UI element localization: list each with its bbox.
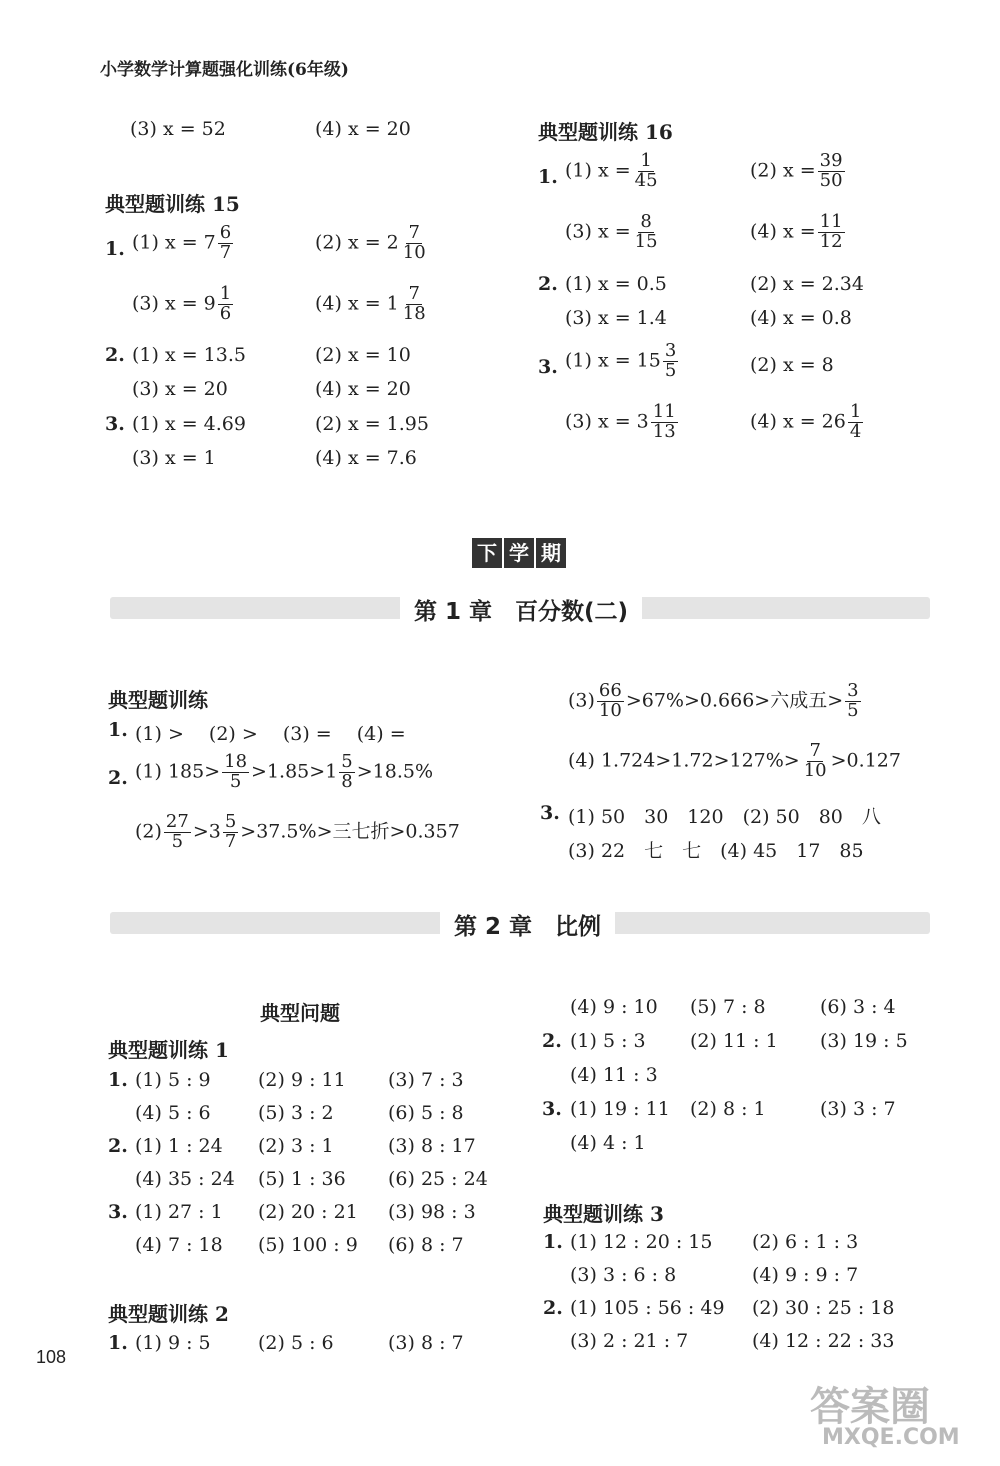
answer: (6) 8 : 7 — [388, 1234, 464, 1256]
answer: (4) 1.724>1.72>127%> $\frac{7}{10}$ >0.127 — [568, 740, 901, 781]
answer: (2) 9 : 11 — [258, 1069, 346, 1091]
q-number: 2. — [105, 344, 125, 366]
answer: (4) x = 0.8 — [750, 307, 852, 329]
watermark-logo: 答案圈 — [810, 1384, 930, 1430]
answer: (6) 25 : 24 — [388, 1168, 488, 1190]
subheading: 典型问题 — [260, 1001, 340, 1025]
answer: (2) 3 : 1 — [258, 1135, 334, 1157]
answer: (6) 3 : 4 — [820, 996, 896, 1018]
answer: (4) 11 : 3 — [570, 1064, 658, 1086]
q-number: 2. — [108, 767, 128, 789]
answer: (1) x = 7 $\frac{6}{7}$ — [132, 222, 232, 263]
q-number: 1. — [108, 719, 128, 741]
answer: (3) 98 : 3 — [388, 1201, 476, 1223]
answer: (4) 5 : 6 — [135, 1102, 211, 1124]
answer: (1) 12 : 20 : 15 — [570, 1231, 713, 1253]
answer: (1) x = $\frac{1}{45}$ — [565, 150, 658, 191]
section-title-15: 典型题训练 15 — [105, 192, 240, 216]
answer: (1) x = 13.5 — [132, 344, 246, 366]
answer: (5) 7 : 8 — [690, 996, 766, 1018]
q-number: 3. — [105, 413, 125, 435]
answer: (1) 50 30 120 (2) 50 80 八 — [568, 806, 881, 828]
answer: (2) 6 : 1 : 3 — [752, 1231, 859, 1253]
answer: (1) 5 : 3 — [570, 1030, 646, 1052]
answer: (2) 11 : 1 — [690, 1030, 778, 1052]
answer: (3) 3 : 7 — [820, 1098, 896, 1120]
term-label: 下 学 期 — [472, 538, 568, 568]
answer: (4) x = 1 $\frac{7}{18}$ — [315, 283, 426, 324]
q-number: 3. — [542, 1098, 562, 1120]
answer-a3: (3) x = 52 — [130, 118, 226, 140]
answer: (2) x = 1.95 — [315, 413, 429, 435]
section-title: 典型题训练 — [108, 688, 208, 712]
answer: (3) 19 : 5 — [820, 1030, 908, 1052]
answer: (1) 1 : 24 — [135, 1135, 223, 1157]
q-number: 1. — [108, 1332, 128, 1354]
answer: (5) 100 : 9 — [258, 1234, 358, 1256]
answer: (3) x = $\frac{8}{15}$ — [565, 211, 658, 252]
q-number: 3. — [538, 356, 558, 378]
watermark-url: MXQE.COM — [822, 1425, 960, 1450]
answer: (1) x = 0.5 — [565, 273, 667, 295]
section-title: 典型题训练 1 — [108, 1038, 229, 1062]
answer: (2) 5 : 6 — [258, 1332, 334, 1354]
answer: (4) 35 : 24 — [135, 1168, 235, 1190]
answer: (3) x = 20 — [132, 378, 228, 400]
answer: (1) 19 : 11 — [570, 1098, 670, 1120]
page-number: 108 — [36, 1347, 67, 1367]
answer: (2) 20 : 21 — [258, 1201, 358, 1223]
answer: (3) $\frac{66}{10}$ >67%>0.666>六成五> $\frac{3}{5}$ — [568, 680, 859, 721]
answer: (3) 22 七 七 (4) 45 17 85 — [568, 840, 864, 862]
answer: (4) x = 20 — [315, 378, 411, 400]
q-number: 3. — [108, 1201, 128, 1223]
q-number: 2. — [108, 1135, 128, 1157]
chapter-2-title: 第 2 章 比例 — [440, 906, 615, 943]
q-number: 1. — [538, 166, 558, 188]
section-title: 典型题训练 3 — [543, 1202, 664, 1226]
answer: (2) x = 10 — [315, 344, 411, 366]
answer: (3) 3 : 6 : 8 — [570, 1264, 677, 1286]
answer: (3) x = 9 $\frac{1}{6}$ — [132, 283, 232, 324]
answer: (1) 185> $\frac{18}{5}$ >1.85>1 $\frac{5}{8}$ >18.5% — [135, 751, 434, 792]
answer: (2) 30 : 25 : 18 — [752, 1297, 895, 1319]
answer: (4) 9 : 10 — [570, 996, 658, 1018]
answer: (3) x = 1 — [132, 447, 216, 469]
answer: (1) 105 : 56 : 49 — [570, 1297, 725, 1319]
answer: (2) $\frac{27}{5}$ >3 $\frac{5}{7}$ >37.5%>三七折>0.357 — [135, 811, 460, 852]
q-number: 3. — [540, 802, 560, 824]
running-header: 小学数学计算题强化训练(6年级) — [100, 60, 349, 80]
answer: (2) x = $\frac{39}{50}$ — [750, 150, 843, 191]
q-number: 1. — [105, 238, 125, 260]
answer: (6) 5 : 8 — [388, 1102, 464, 1124]
q-number: 2. — [538, 273, 558, 295]
answer: (1) 5 : 9 — [135, 1069, 211, 1091]
answer: (4) x = $\frac{11}{12}$ — [750, 211, 843, 252]
answer: (4) x = 7.6 — [315, 447, 417, 469]
answer: (2) x = 2.34 — [750, 273, 864, 295]
chapter-1-title: 第 1 章 百分数(二) — [400, 591, 642, 628]
answer: (1) x = 15 $\frac{3}{5}$ — [565, 340, 677, 381]
q-number: 2. — [542, 1030, 562, 1052]
answer: (2) x = 2 $\frac{7}{10}$ — [315, 222, 426, 263]
answer: (3) 7 : 3 — [388, 1069, 464, 1091]
chapter-1-banner — [0, 585, 1000, 631]
q-number: 2. — [543, 1297, 563, 1319]
answer: (5) 3 : 2 — [258, 1102, 334, 1124]
section-title: 典型题训练 2 — [108, 1302, 229, 1326]
section-title-16: 典型题训练 16 — [538, 120, 673, 144]
answer: (3) x = 1.4 — [565, 307, 667, 329]
answer: (5) 1 : 36 — [258, 1168, 346, 1190]
answer: (3) 2 : 21 : 7 — [570, 1330, 689, 1352]
answer: (1) x = 4.69 — [132, 413, 246, 435]
answer: (2) 8 : 1 — [690, 1098, 766, 1120]
q-number: 1. — [108, 1069, 128, 1091]
answer: (3) 8 : 7 — [388, 1332, 464, 1354]
answer: (4) 12 : 22 : 33 — [752, 1330, 895, 1352]
answer: (4) 4 : 1 — [570, 1132, 646, 1154]
q-number: 1. — [543, 1231, 563, 1253]
answer: (3) 8 : 17 — [388, 1135, 476, 1157]
answer-a4: (4) x = 20 — [315, 118, 411, 140]
answer: (1) > (2) > (3) = (4) = — [135, 723, 406, 745]
answer: (4) 7 : 18 — [135, 1234, 223, 1256]
answer: (1) 9 : 5 — [135, 1332, 211, 1354]
chapter-2-banner — [0, 900, 1000, 946]
answer: (3) x = 3 $\frac{11}{13}$ — [565, 401, 676, 442]
answer: (4) 9 : 9 : 7 — [752, 1264, 859, 1286]
answer: (1) 27 : 1 — [135, 1201, 223, 1223]
answer: (4) x = 26 $\frac{1}{4}$ — [750, 401, 862, 442]
answer: (2) x = 8 — [750, 354, 834, 376]
